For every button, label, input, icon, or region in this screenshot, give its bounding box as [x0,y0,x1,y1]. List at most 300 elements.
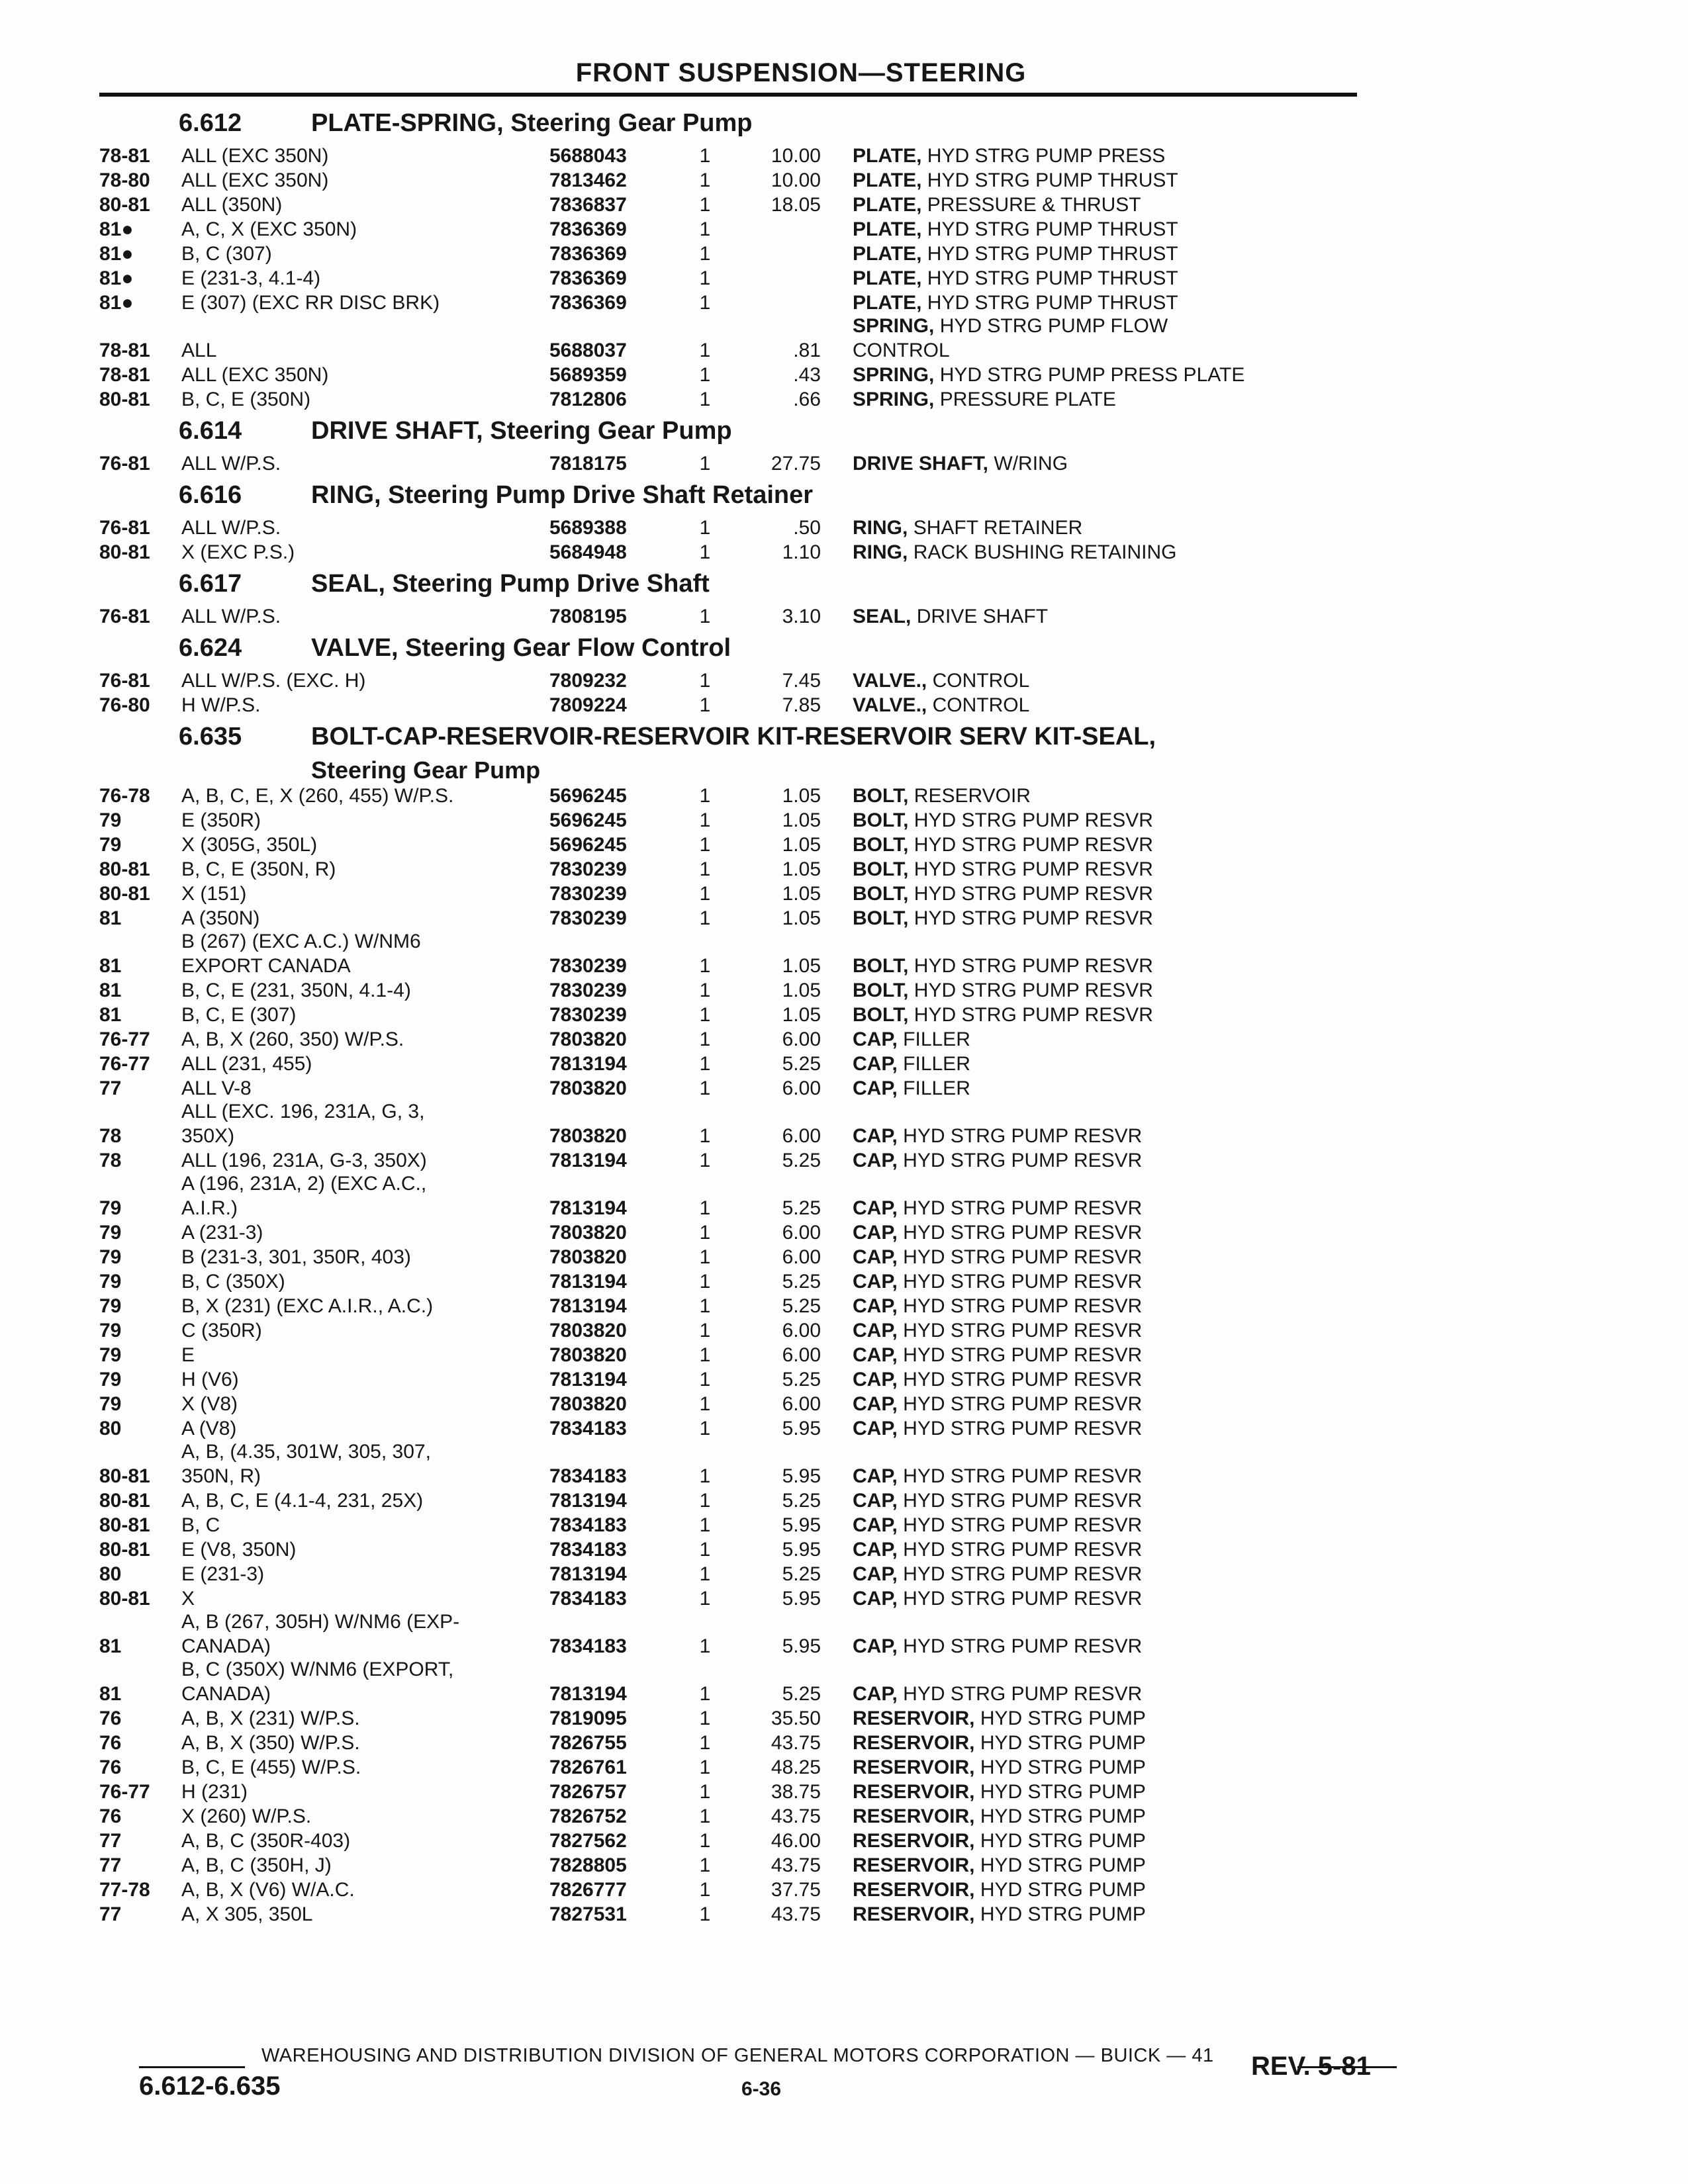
price: 5.25 [782,1683,821,1705]
description [853,1562,1390,1586]
description-text: FILLER [903,1028,970,1050]
parts-row [99,604,1390,629]
model-years: 81● [99,267,134,289]
parts-row [99,693,1390,717]
part-number: 7813194 [549,1271,627,1293]
model-years: 78 [99,1125,122,1147]
quantity: 1 [699,979,711,1001]
parts-row [99,363,1390,387]
quantity: 1 [699,453,711,475]
price: 6.00 [782,1393,821,1415]
application-text: ALL [181,340,217,361]
part-number: 7813194 [549,1683,627,1705]
description [853,1878,1390,1902]
description-noun: SEAL, [853,606,912,627]
application-text: ALL W/P.S. [181,453,281,475]
model-years: 80-81 [99,1539,150,1561]
description-text: HYD STRG PUMP [980,1805,1146,1827]
quantity: 1 [699,1732,711,1754]
part-number: 7830239 [549,955,627,977]
parts-row [99,1804,1390,1829]
description [853,1755,1390,1780]
application [181,1878,549,1902]
model-years: 76 [99,1756,122,1778]
application-text: X (305G, 350L) [181,834,318,856]
quantity: 1 [699,1197,711,1219]
model-years: 80-81 [99,883,150,905]
description-text: DRIVE SHAFT [916,606,1049,627]
quantity: 1 [699,340,711,361]
model-years: 77 [99,1077,122,1099]
description [853,1392,1390,1416]
quantity: 1 [699,809,711,831]
application-text: E (350R) [181,809,261,831]
application [181,291,549,315]
description-text: HYD STRG PUMP RESVR [903,1295,1143,1317]
description [853,1634,1390,1659]
part-number: 7813194 [549,1563,627,1585]
model-years: 80-81 [99,1588,150,1610]
application-text: A, C, X (EXC 350N) [181,218,357,240]
description [853,451,1390,476]
description-text: HYD STRG PUMP THRUST [927,292,1178,314]
part-number: 7826777 [549,1879,627,1901]
model-years: 79 [99,1344,122,1366]
price: 46.00 [771,1830,821,1852]
description-text: HYD STRG PUMP RESVR [914,907,1153,929]
part-number: 7834183 [549,1539,627,1561]
price: 1.05 [782,858,821,880]
page-title: FRONT SUSPENSION—STEERING [575,58,1027,87]
application [181,1027,549,1052]
parts-row [99,1052,1390,1076]
quantity: 1 [699,194,711,216]
part-number: 7803820 [549,1246,627,1268]
model-years: 78-81 [99,340,150,361]
quantity: 1 [699,883,711,905]
price: 5.25 [782,1369,821,1390]
application [181,784,549,808]
model-years: 76 [99,1732,122,1754]
quantity: 1 [699,292,711,314]
part-number: 5696245 [549,834,627,856]
application [181,338,549,363]
application-text: ALL (231, 455) [181,1053,312,1075]
description [853,144,1390,168]
price: 1.05 [782,1004,821,1026]
description-noun: PLATE, [853,243,922,265]
quantity: 1 [699,1344,711,1366]
description-text: HYD STRG PUMP RESVR [903,1539,1143,1561]
part-number: 7836369 [549,243,627,265]
application [181,1052,549,1076]
part-number: 7803820 [549,1393,627,1415]
parts-row [99,1902,1390,1927]
description [853,1220,1390,1245]
part-number: 7826755 [549,1732,627,1754]
parts-row [99,1878,1390,1902]
description-noun: RESERVOIR, [853,1854,975,1876]
quantity: 1 [699,670,711,692]
description [853,1343,1390,1367]
parts-row [99,1853,1390,1878]
quantity: 1 [699,1246,711,1268]
model-years: 80-81 [99,858,150,880]
application [181,1269,549,1294]
model-years: 80-81 [99,1514,150,1536]
quantity: 1 [699,364,711,386]
application [181,978,549,1003]
model-years: 79 [99,1222,122,1244]
parts-row [99,242,1390,266]
description-text: HYD STRG PUMP PRESS [927,145,1166,167]
description [853,1731,1390,1755]
description-text: HYD STRG PUMP RESVR [903,1563,1143,1585]
part-number: 7819095 [549,1707,627,1729]
description-text: HYD STRG PUMP THRUST [927,243,1178,265]
application [181,1318,549,1343]
quantity: 1 [699,267,711,289]
description [853,1196,1390,1220]
parts-row [99,1611,1390,1659]
description-noun: PLATE, [853,145,922,167]
description-text: HYD STRG PUMP RESVR [903,1222,1143,1244]
price: 5.25 [782,1490,821,1512]
application [181,540,549,565]
description [853,1367,1390,1392]
quantity: 1 [699,1588,711,1610]
model-years: 79 [99,1197,122,1219]
description-noun: CAP, [853,1246,898,1268]
application [181,1245,549,1269]
description [853,1513,1390,1537]
application [181,1076,549,1101]
section-title: SEAL, Steering Pump Drive Shaft [311,570,710,598]
part-number: 5684948 [549,541,627,563]
price: 37.75 [771,1879,821,1901]
part-number: 7803820 [549,1320,627,1342]
parts-row [99,1392,1390,1416]
description-noun: PLATE, [853,267,922,289]
application [181,808,549,833]
description-text: HYD STRG PUMP RESVR [903,1514,1143,1536]
quantity: 1 [699,1879,711,1901]
description [853,1294,1390,1318]
quantity: 1 [699,1028,711,1050]
parts-row [99,387,1390,412]
quantity: 1 [699,1756,711,1778]
application [181,1755,549,1780]
quantity: 1 [699,169,711,191]
description-text: HYD STRG PUMP FLOW CONTROL [853,315,1168,361]
parts-row [99,1731,1390,1755]
parts-row [99,1513,1390,1537]
description-text: HYD STRG PUMP PRESS PLATE [939,364,1245,386]
description [853,906,1390,931]
description-noun: CAP, [853,1028,898,1050]
part-number: 7830239 [549,858,627,880]
description-noun: PLATE, [853,169,922,191]
description [853,1804,1390,1829]
description [853,784,1390,808]
parts-row [99,1586,1390,1611]
footer-revision: REV. 5-81 [1251,2052,1371,2081]
parts-row [99,266,1390,291]
description-noun: SPRING, [853,315,935,337]
application-text: A, B, C, E, X (260, 455) W/P.S. [181,785,454,807]
description-noun: CAP, [853,1125,898,1147]
application-text: A, B, X (350) W/P.S. [181,1732,360,1754]
application-text: A, B, C (350H, J) [181,1854,332,1876]
part-number: 7809232 [549,670,627,692]
price: 10.00 [771,169,821,191]
description-text: PRESSURE PLATE [939,388,1116,410]
price: 5.95 [782,1588,821,1610]
application-text: H (231) [181,1781,248,1803]
parts-row [99,1148,1390,1173]
description-text: HYD STRG PUMP RESVR [914,858,1153,880]
price: 10.00 [771,145,821,167]
part-number: 7834183 [549,1588,627,1610]
description-text: HYD STRG PUMP [980,1903,1146,1925]
application-text: ALL (EXC 350N) [181,364,329,386]
description [853,1902,1390,1927]
price: 18.05 [771,194,821,216]
model-years: 76-81 [99,670,150,692]
description-text: HYD STRG PUMP RESVR [903,1246,1143,1268]
model-years: 80-81 [99,1465,150,1487]
price: 1.05 [782,785,821,807]
quantity: 1 [699,1805,711,1827]
application [181,1171,549,1220]
model-years: 77 [99,1854,122,1876]
model-years: 76-78 [99,785,150,807]
application [181,1416,549,1441]
application [181,1829,549,1853]
parts-row [99,315,1390,363]
catalog-section [99,417,1390,476]
description [853,1537,1390,1562]
application-text: A, B, X (260, 350) W/P.S. [181,1028,404,1050]
parts-row [99,1706,1390,1731]
description [853,693,1390,717]
part-number: 7803820 [549,1222,627,1244]
description-noun: RESERVOIR, [853,1879,975,1901]
model-years: 77 [99,1830,122,1852]
description-noun: CAP, [853,1320,898,1342]
catalog-section [99,109,1390,412]
section-header [179,109,1390,144]
application-text: A (350N) [181,907,260,929]
application [181,363,549,387]
section-header [179,723,1390,757]
quantity: 1 [699,1563,711,1585]
price: 6.00 [782,1320,821,1342]
parts-row [99,217,1390,242]
description-noun: RESERVOIR, [853,1756,975,1778]
application-text: X [181,1588,195,1610]
price: .43 [793,364,821,386]
part-number: 7813194 [549,1150,627,1171]
parts-row [99,144,1390,168]
model-years: 81 [99,955,122,977]
catalog-section [99,481,1390,565]
part-number: 5688037 [549,340,627,361]
parts-row [99,1245,1390,1269]
description-noun: CAP, [853,1563,898,1585]
part-number: 7813462 [549,169,627,191]
parts-row [99,1294,1390,1318]
description-noun: CAP, [853,1490,898,1512]
application [181,929,549,978]
application [181,882,549,906]
application [181,1294,549,1318]
application-text: B, X (231) (EXC A.I.R., A.C.) [181,1295,434,1317]
description-noun: CAP, [853,1222,898,1244]
description-noun: RESERVOIR, [853,1732,975,1754]
application-text: H W/P.S. [181,694,261,716]
description [853,1245,1390,1269]
description-noun: BOLT, [853,955,909,977]
description-text: HYD STRG PUMP RESVR [903,1320,1143,1342]
description [853,1269,1390,1294]
application [181,451,549,476]
price: 5.25 [782,1563,821,1585]
quantity: 1 [699,1781,711,1803]
part-number: 7813194 [549,1053,627,1075]
quantity: 1 [699,1514,711,1536]
footer-page-number: 6-36 [741,2078,782,2100]
parts-row [99,808,1390,833]
application-text: E [181,1344,195,1366]
description [853,387,1390,412]
description [853,217,1390,242]
description-noun: RESERVOIR, [853,1707,975,1729]
model-years: 81● [99,292,134,314]
application-text: B, C, E (307) [181,1004,297,1026]
price: 5.25 [782,1295,821,1317]
parts-row [99,1076,1390,1101]
description [853,1003,1390,1027]
description-text: HYD STRG PUMP [980,1879,1146,1901]
price: 27.75 [771,453,821,475]
description-noun: RESERVOIR, [853,1781,975,1803]
section-title: VALVE, Steering Gear Flow Control [311,634,731,662]
application [181,1439,549,1488]
model-years: 80-81 [99,388,150,410]
parts-row [99,1829,1390,1853]
application-text: B, C (350X) [181,1271,285,1293]
section-number: 6.624 [179,634,242,662]
part-number: 7826761 [549,1756,627,1778]
catalog-sections [99,109,1390,1927]
description [853,1682,1390,1706]
model-years: 79 [99,1295,122,1317]
model-years: 81 [99,1635,122,1657]
price: 38.75 [771,1781,821,1803]
description-noun: RESERVOIR, [853,1903,975,1925]
parts-row [99,833,1390,857]
part-number: 7836369 [549,267,627,289]
application [181,1853,549,1878]
price: 5.25 [782,1053,821,1075]
application-text: H (V6) [181,1369,239,1390]
model-years: 81 [99,1004,122,1026]
description-text: HYD STRG PUMP THRUST [927,267,1178,289]
parts-row [99,1173,1390,1220]
application [181,1731,549,1755]
application-text: ALL W/P.S. [181,606,281,627]
description-noun: BOLT, [853,979,909,1001]
description-text: HYD STRG PUMP RESVR [903,1344,1143,1366]
application-text: ALL (350N) [181,194,283,216]
part-number: 7803820 [549,1125,627,1147]
description [853,516,1390,540]
model-years: 80 [99,1418,122,1439]
application-text: ALL W/P.S. [181,517,281,539]
description-noun: BOLT, [853,907,909,929]
quantity: 1 [699,1222,711,1244]
part-number: 7813194 [549,1295,627,1317]
description-noun: CAP, [853,1393,898,1415]
application [181,1780,549,1804]
description-noun: CAP, [853,1077,898,1099]
price: 1.05 [782,809,821,831]
parts-row [99,1003,1390,1027]
part-number: 7826757 [549,1781,627,1803]
price: 5.95 [782,1465,821,1487]
description [853,1488,1390,1513]
application-text: A, B, (4.35, 301W, 305, 307, 350N, R) [181,1441,431,1487]
part-number: 7834183 [549,1465,627,1487]
price: 5.95 [782,1418,821,1439]
application [181,1537,549,1562]
quantity: 1 [699,1707,711,1729]
description-text: SHAFT RETAINER [913,517,1083,539]
price: 1.05 [782,834,821,856]
part-number: 7813194 [549,1490,627,1512]
part-number: 5696245 [549,809,627,831]
application-text: X (V8) [181,1393,238,1415]
application [181,857,549,882]
quantity: 1 [699,1295,711,1317]
description-noun: RING, [853,517,908,539]
application-text: B (231-3, 301, 350R, 403) [181,1246,411,1268]
application-text: X (151) [181,883,247,905]
section-title: PLATE-SPRING, Steering Gear Pump [311,109,753,137]
description [853,193,1390,217]
quantity: 1 [699,1635,711,1657]
description [853,168,1390,193]
quantity: 1 [699,1393,711,1415]
description [853,1076,1390,1101]
section-header [179,634,1390,668]
price: .66 [793,388,821,410]
application-text: B (267) (EXC A.C.) W/NM6 EXPORT CANADA [181,931,421,977]
quantity: 1 [699,1125,711,1147]
application [181,1657,549,1706]
description-noun: CAP, [853,1295,898,1317]
application-text: ALL (196, 231A, G-3, 350X) [181,1150,427,1171]
model-years: 76-81 [99,517,150,539]
application [181,193,549,217]
description-noun: CAP, [853,1683,898,1705]
section-number: 6.616 [179,481,242,509]
price: 43.75 [771,1854,821,1876]
description-text: HYD STRG PUMP RESVR [903,1150,1143,1171]
price: 1.05 [782,979,821,1001]
price: 7.45 [782,670,821,692]
